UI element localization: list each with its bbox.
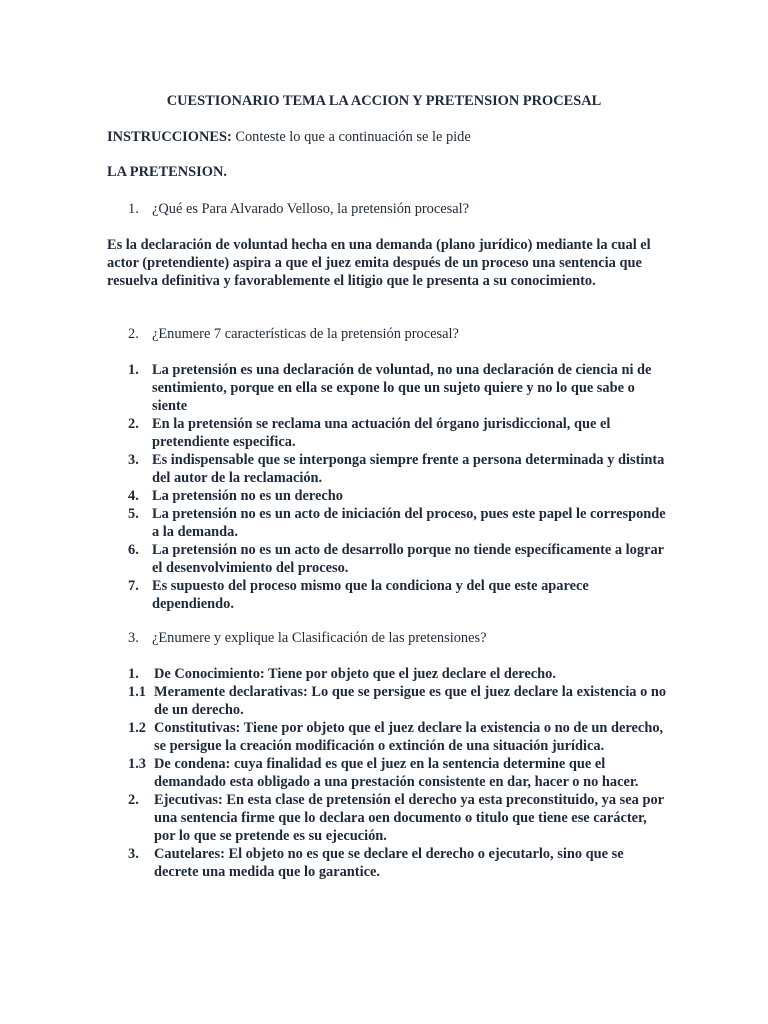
list-item <box>128 665 668 683</box>
list-number: 1. <box>128 666 139 682</box>
list-text: Cautelares: El objeto no es que se declare el derecho o ejecutarlo, sino que se decrete una medida que lo garantice. <box>154 846 624 880</box>
list-text: La pretensión no es un acto de desarrollo porque no tiende específicamente a lograr el desenvolvimiento del proceso. <box>152 542 664 576</box>
list-number: 3. <box>128 452 139 468</box>
question-number: 1. <box>128 201 139 217</box>
list-item <box>128 541 668 577</box>
list-number: 1.1 <box>128 684 146 700</box>
list-item <box>128 361 668 415</box>
list-item <box>128 487 668 505</box>
list-number: 7. <box>128 578 139 594</box>
answer-3-list <box>128 665 668 881</box>
question-3 <box>128 629 486 647</box>
list-text: La pretensión no es un acto de iniciación del proceso, pues este papel le corresponde a la demanda. <box>152 506 666 540</box>
list-item <box>128 791 668 845</box>
list-item <box>128 451 668 487</box>
list-text: Meramente declarativas: Lo que se persigue es que el juez declare la existencia o no de un derecho. <box>154 684 667 718</box>
list-item <box>128 683 668 719</box>
question-1 <box>128 200 469 218</box>
list-item <box>128 755 668 791</box>
list-number: 3. <box>128 846 139 862</box>
list-text: La pretensión es una declaración de voluntad, no una declaración de ciencia ni de sentimiento, porque en ella se expone lo que un sujeto quiere y no lo que sabe o siente <box>152 362 652 414</box>
list-item <box>128 719 668 755</box>
list-text: Constitutivas: Tiene por objeto que el juez declare la existencia o no de un derecho, se persigue la creación modificación o extinción de una situación jurídica. <box>154 720 664 754</box>
list-number: 5. <box>128 506 139 522</box>
list-item <box>128 845 668 881</box>
question-text: ¿Enumere y explique la Clasificación de las pretensiones? <box>152 630 487 646</box>
list-item <box>128 577 668 613</box>
document-title: CUESTIONARIO TEMA LA ACCION Y PRETENSION PROCESAL <box>166 93 602 109</box>
list-item <box>128 415 668 451</box>
question-text: ¿Qué es Para Alvarado Velloso, la pretensión procesal? <box>152 201 470 217</box>
list-text: La pretensión no es un derecho <box>152 488 343 504</box>
list-number: 2. <box>128 416 139 432</box>
question-text: ¿Enumere 7 características de la pretensión procesal? <box>152 326 459 342</box>
question-number: 3. <box>128 630 139 646</box>
question-2 <box>128 325 459 343</box>
question-number: 2. <box>128 326 139 342</box>
list-number: 6. <box>128 542 139 558</box>
list-text: En la pretensión se reclama una actuación del órgano jurisdiccional, que el pretendiente especifica. <box>152 416 611 450</box>
list-text: Es indispensable que se interponga siempre frente a persona determinada y distinta del autor de la reclamación. <box>152 452 665 486</box>
list-text: Es supuesto del proceso mismo que la condiciona y del que este aparece dependiendo. <box>152 578 589 612</box>
list-text: De Conocimiento: Tiene por objeto que el juez declare el derecho. <box>154 666 556 682</box>
answer-2-list <box>128 361 668 613</box>
list-item <box>128 505 668 541</box>
list-number: 1. <box>128 362 139 378</box>
instructions <box>107 128 471 146</box>
list-text: Ejecutivas: En esta clase de pretensión el derecho ya esta preconstituido, ya sea por una sentencia firme que lo declara oen documento o titulo que tiene ese carácter, por lo que se pretende es su ejecución. <box>154 792 664 844</box>
list-number: 1.2 <box>128 720 146 736</box>
answer-1: Es la declaración de voluntad hecha en una demanda (plano jurídico) mediante la cual el actor (pretendiente) aspira a que el juez emita después de un proceso una sentencia que resuelva definitiva y favorablemente el litigio que le presenta a su conocimiento. <box>107 237 651 289</box>
instructions-label: INSTRUCCIONES: <box>107 129 232 145</box>
instructions-text: Conteste lo que a continuación se le pide <box>231 129 471 145</box>
section-heading: LA PRETENSION. <box>107 164 227 180</box>
list-number: 2. <box>128 792 139 808</box>
list-number: 1.3 <box>128 756 146 772</box>
list-number: 4. <box>128 488 139 504</box>
list-text: De condena: cuya finalidad es que el juez en la sentencia determine que el demandado esta obligado a una prestación consistente en dar, hacer o no hacer. <box>154 756 639 790</box>
